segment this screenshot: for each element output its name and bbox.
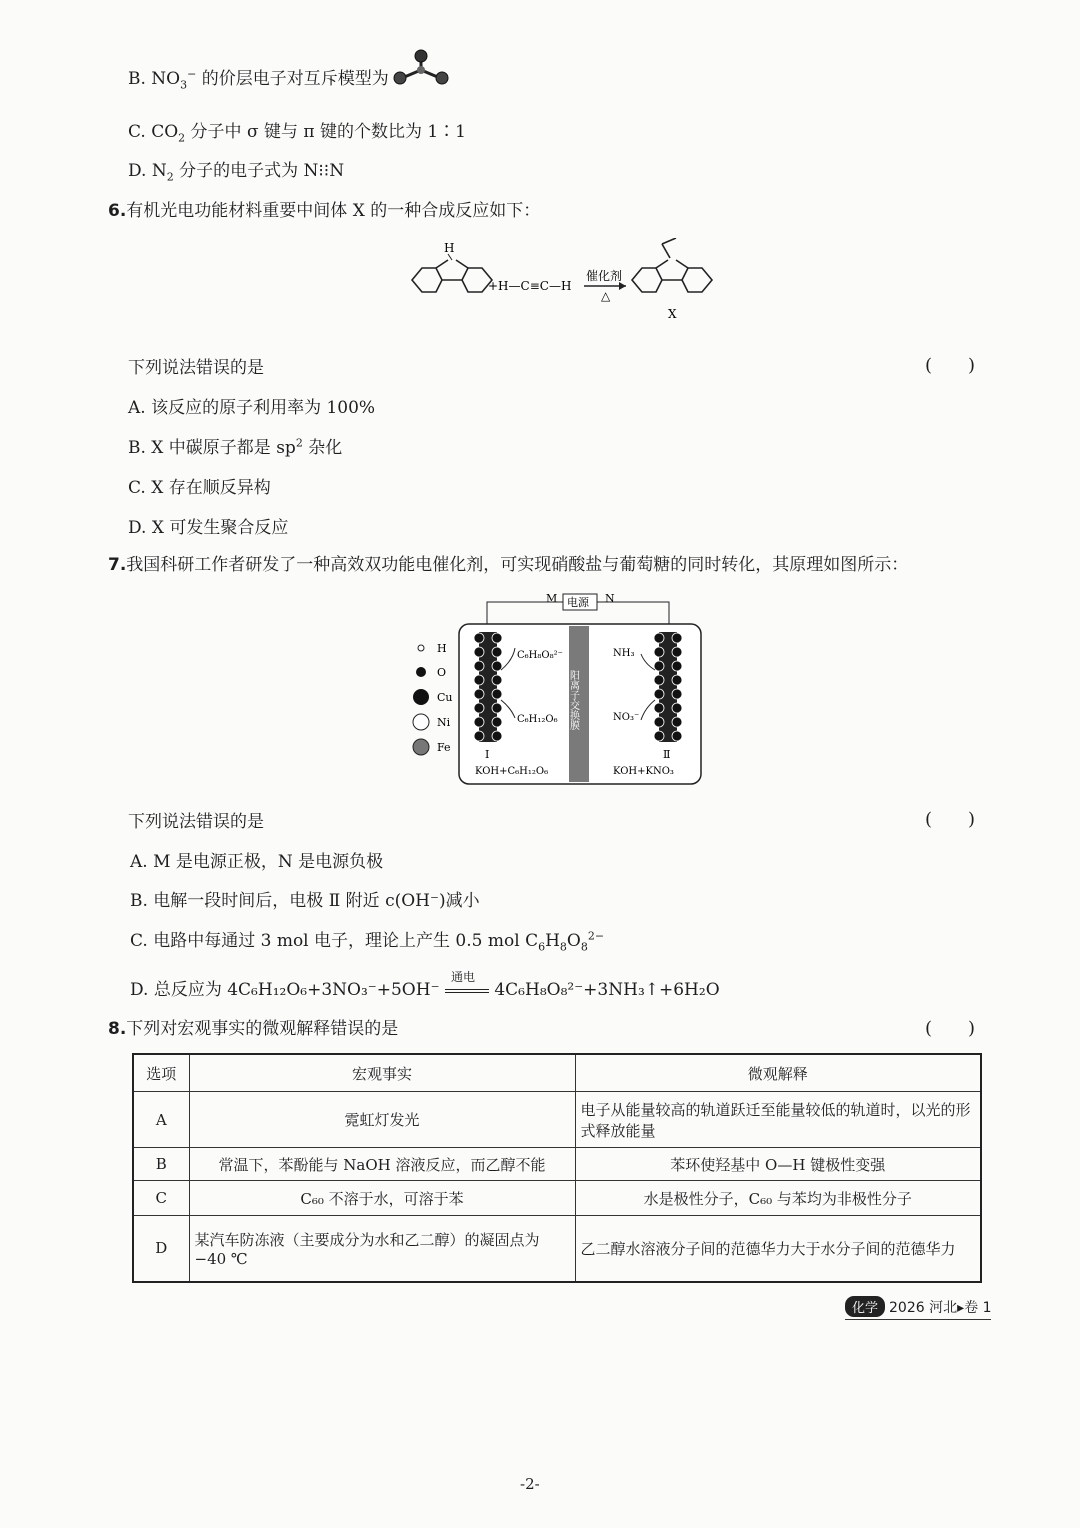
edition-label: 2026 河北▸卷 1 [889,1299,992,1316]
table-header-row [133,1054,981,1092]
terminal-m: M [546,592,558,605]
q7-c-prefix: C. 电路中每通过 3 mol 电子，理论上产生 0.5 mol C [130,931,539,951]
q5-d-prefix: D. N [128,161,167,181]
row-label: D [133,1216,189,1282]
header-macro-fact: 宏观事实 [189,1054,575,1092]
q6-option-b [128,433,342,458]
q7-c-f3: 8 [559,940,567,954]
carbazole-structure [412,260,492,292]
q7-option-b: B. 电解一段时间后，电极 Ⅱ 附近 c(OH⁻)减小 [130,891,480,911]
electrolysis-arrow [445,969,489,1000]
macro-fact-cell: 霓虹灯发光 [189,1092,575,1148]
exam-footer-badge [845,1296,991,1320]
left-reactant-label: C₆H₁₂O₆ [517,714,558,725]
header-option: 选项 [133,1054,189,1092]
q7-d-condition: 通电 [450,969,475,984]
legend-h: H [437,642,447,655]
q7-stem-text: 我国科研工作者研发了一种高效双功能电催化剂，可实现硝酸盐与葡萄糖的同时转化，其原理如图所示： [126,555,909,575]
table-row [133,1216,981,1282]
q6-reagent: +H—C≡C—H [488,279,572,293]
legend-cu: Cu [437,691,453,704]
macro-fact-cell: 常温下，苯酚能与 NaOH 溶液反应，而乙醇不能 [189,1148,575,1181]
q5-d-text: 分子的电子式为 N⁝⁝N [173,161,345,181]
legend-fe: Fe [437,741,451,754]
q5-b-prefix: B. NO [128,69,181,89]
macro-fact-cell: C₆₀ 不溶于水，可溶于苯 [189,1181,575,1216]
q5-option-c [128,117,466,144]
q5-b-sup: − [187,67,197,81]
q6-stem-text: 有机光电功能材料重要中间体 X 的一种合成反应如下： [126,201,541,221]
q6-answer-paren: ( ) [925,355,976,376]
q7-option-a: A. M 是电源正极，N 是电源负极 [130,852,384,872]
q8-stem-text: 下列对宏观事实的微观解释错误的是 [126,1019,399,1039]
q5-b-text: 的价层电子对互斥模型为 [196,69,389,89]
q5-c-prefix: C. CO [128,122,179,142]
product-x-label: X [668,307,677,321]
q5-b-sub: 3 [180,78,188,92]
q8-number: 8. [108,1019,127,1039]
q7-c-f1: 6 [538,940,546,954]
right-solution-label: KOH+KNO₃ [613,766,674,777]
table-row [133,1181,981,1216]
electrode-1-label: Ⅰ [485,748,490,761]
q7-c-f2: H [545,931,560,951]
electrode-2-label: Ⅱ [663,748,671,761]
q7-d-suffix: 4C₆H₈O₈²⁻+3NH₃↑+6H₂O [494,980,720,1000]
q6-reaction-scheme [400,238,720,324]
right-product-label: NH₃ [613,648,635,659]
legend-o: O [437,666,447,679]
q6-catalyst-label: 催化剂 [586,269,623,283]
legend-ni: Ni [437,716,451,729]
q7-c-f5: 8 [580,940,588,954]
q6-stem [108,196,540,221]
micro-explanation-cell: 乙二醇水溶液分子间的范德华力大于水分子间的范德华力 [575,1216,981,1282]
page-number: -2- [520,1475,540,1493]
q6-heat-label: △ [601,289,611,303]
micro-explanation-cell: 苯环使羟基中 O—H 键极性变强 [575,1148,981,1181]
q7-answer-paren: ( ) [925,809,976,830]
terminal-n: N [605,592,615,605]
micro-explanation-cell: 水是极性分子，C₆₀ 与苯均为非极性分子 [575,1181,981,1216]
trigonal-planar-model-icon [390,48,452,90]
micro-explanation-cell: 电子从能量较高的轨道跃迁至能量较低的轨道时，以光的形式释放能量 [575,1092,981,1148]
q7-stem [108,550,908,575]
q6-option-c: C. X 存在顺反异构 [128,478,271,498]
power-supply-label: 电源 [567,596,589,609]
atom-legend [413,642,453,755]
left-product-label: C₆H₈O₈²⁻ [517,650,563,661]
q5-option-b [128,64,389,91]
q6-b-prefix: B. X 中碳原子都是 sp [128,438,296,458]
q5-option-d [128,156,344,183]
membrane-label: 阳离子交换膜 [567,670,579,730]
header-micro-explanation: 微观解释 [575,1054,981,1092]
nh-h-label: H [444,241,455,255]
row-label: A [133,1092,189,1148]
q5-c-text: 分子中 σ 键与 π 键的个数比为 1∶1 [185,122,466,142]
q5-d-sub: 2 [166,170,174,184]
q6-option-d: D. X 可发生聚合反应 [128,518,289,538]
subject-badge: 化学 [845,1296,885,1317]
macro-fact-cell: 某汽车防冻液（主要成分为水和乙二醇）的凝固点为 −40 ℃ [189,1216,575,1282]
q5-c-sub: 2 [178,131,186,145]
q7-option-c [130,926,604,953]
row-label: B [133,1148,189,1181]
right-reactant-label: NO₃⁻ [613,712,640,723]
table-row [133,1148,981,1181]
q6-number: 6. [108,201,127,221]
q6-b-sup: 2 [295,436,303,450]
q6-ask: 下列说法错误的是 [128,358,264,378]
q6-option-a: A. 该反应的原子利用率为 100% [128,398,376,418]
q8-table [132,1053,982,1283]
q6-b-suffix: 杂化 [302,438,343,458]
q8-answer-paren: ( ) [925,1018,976,1039]
left-solution-label: KOH+C₆H₁₂O₆ [475,766,549,777]
q8-stem [108,1014,398,1039]
table-row [133,1092,981,1148]
q7-number: 7. [108,555,127,575]
q7-electrolysis-diagram [405,588,705,790]
q7-ask: 下列说法错误的是 [128,812,264,832]
q7-d-prefix: D. 总反应为 4C₆H₁₂O₆+3NO₃⁻+5OH⁻ [130,980,440,1000]
row-label: C [133,1181,189,1216]
q7-c-sup: 2− [587,929,605,943]
product-x-structure [632,238,712,292]
q7-option-d [130,969,720,1000]
q7-c-f4: O [566,931,581,951]
